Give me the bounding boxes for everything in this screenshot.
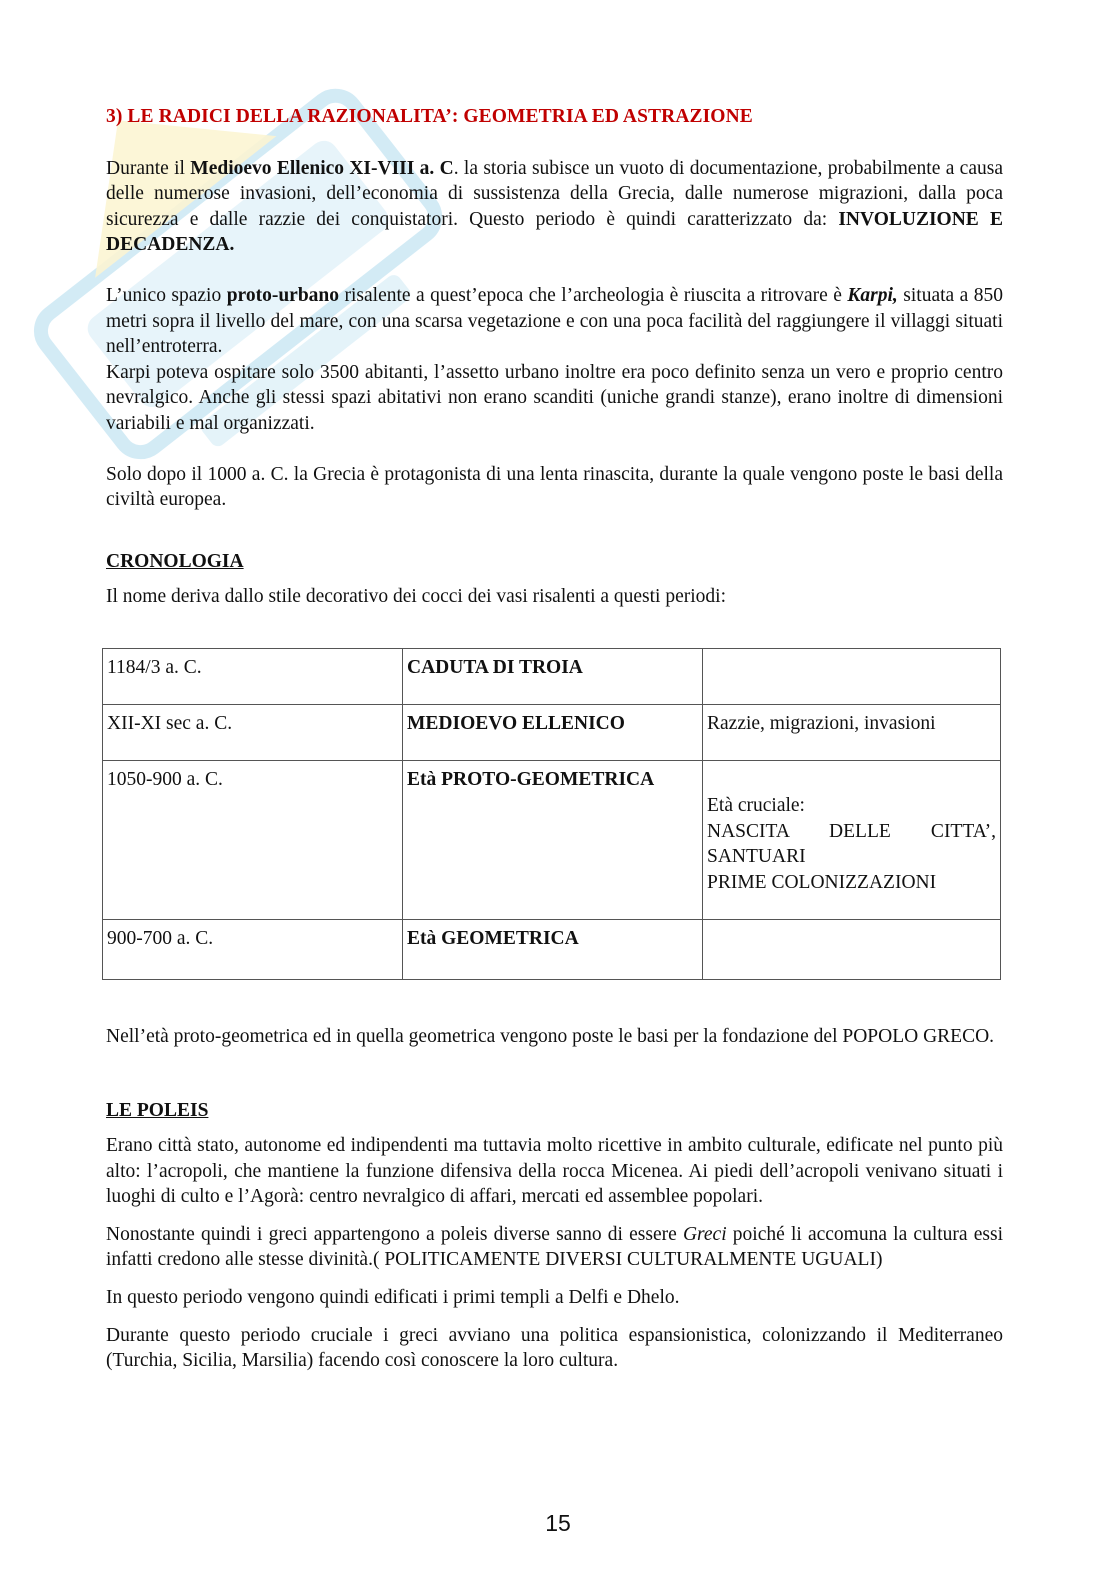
paragraph-karpi-abitanti: Karpi poteva ospitare solo 3500 abitanti, l’assetto urbano inoltre era poco definito senza un vero e proprio centro nevralgico. Anche gli stessi spazi abitativi non erano scanditi (uniche grandi stanze), erano inoltre di dimensioni variabili e mal organizzati. (106, 361, 1003, 434)
table-row (103, 760, 1001, 919)
cell-note: Razzie, migrazioni, invasioni (703, 704, 1001, 760)
paragraph-poleis-greci: Nonostante quindi i greci appartengono a poleis diverse sanno di essere Greci poiché li accomuna la cultura essi infatti credono alle stesse divinità.( POLITICAMENTE DIVERSI CULTURALMENTE UGUALI) (106, 1223, 1003, 1271)
cell-period: Età GEOMETRICA (403, 919, 703, 979)
cell-date: 1050-900 a. C. (103, 760, 403, 919)
cell-date: 900-700 a. C. (103, 919, 403, 979)
table-row (103, 919, 1001, 979)
paragraph-espansione: Durante questo periodo cruciale i greci avviano una politica espansionistica, colonizzando il Mediterraneo (Turchia, Sicilia, Marsilia) facendo così conoscere la loro cultura. (106, 1324, 1003, 1372)
table-row (103, 648, 1001, 704)
chronology-table (102, 648, 1001, 980)
table-row (103, 704, 1001, 760)
document-body (106, 104, 1003, 1374)
paragraph-popolo-greco: Nell’età proto-geometrica ed in quella geometrica vengono poste le basi per la fondazione del POPOLO GRECO. (106, 1025, 995, 1047)
paragraph-medioevo: Durante il Medioevo Ellenico XI-VIII a. C. la storia subisce un vuoto di documentazione, probabilmente a causa delle numerose invasioni, dell’economia di sussistenza della Grecia, dalle numerose migrazioni, dalla poca sicurezza e dalle razzie dei conquistatori. Questo periodo è quindi caratterizzato da: INVOLUZIONE E DECADENZA. (106, 157, 1003, 256)
section-title: 3) LE RADICI DELLA RAZIONALITA’: GEOMETRIA ED ASTRAZIONE (106, 106, 753, 127)
cell-note (703, 919, 1001, 979)
paragraph-poleis-def: Erano città stato, autonome ed indipendenti ma tuttavia molto ricettive in ambito culturale, edificate nel punto più alto: l’acropoli, che mantiene la funzione difensiva della rocca Micenea. Ai piedi dell’acropoli venivano situati i luoghi di culto e l’Agorà: centro nevralgico di affari, mercati ed assemblee popolari. (106, 1135, 1003, 1208)
note-line: PRIME COLONIZZAZIONI (707, 871, 937, 893)
paragraph-rinascita: Solo dopo il 1000 a. C. la Grecia è protagonista di una lenta rinascita, durante la quale vengono poste le basi della civiltà europea. (106, 463, 1003, 511)
cell-period: CADUTA DI TROIA (403, 648, 703, 704)
paragraph-templi: In questo periodo vengono quindi edificati i primi templi a Delfi e Dhelo. (106, 1287, 680, 1309)
cell-period: MEDIOEVO ELLENICO (403, 704, 703, 760)
page-number: 15 (545, 1510, 571, 1536)
cell-note (703, 648, 1001, 704)
paragraph-karpi: L’unico spazio proto-urbano risalente a quest’epoca che l’archeologia è riuscita a ritrovare è Karpi, situata a 850 metri sopra il livello del mare, con una scarsa vegetazione e con una poca facilità del raggiungere il villaggi situati nell’entroterra. (106, 284, 1004, 358)
note-line: NASCITA DELLE CITTA’, SANTUARI (707, 820, 996, 868)
heading-cronologia: CRONOLOGIA (106, 550, 244, 572)
cell-period: Età PROTO-GEOMETRICA (403, 760, 703, 919)
cell-date: 1184/3 a. C. (103, 648, 403, 704)
heading-poleis: LE POLEIS (106, 1099, 209, 1121)
paragraph-cronologia-intro: Il nome deriva dallo stile decorativo dei cocci dei vasi risalenti a questi periodi: (106, 586, 727, 608)
note-line: Età cruciale: (707, 794, 805, 816)
cell-date: XII-XI sec a. C. (103, 704, 403, 760)
cell-note (703, 760, 1001, 919)
